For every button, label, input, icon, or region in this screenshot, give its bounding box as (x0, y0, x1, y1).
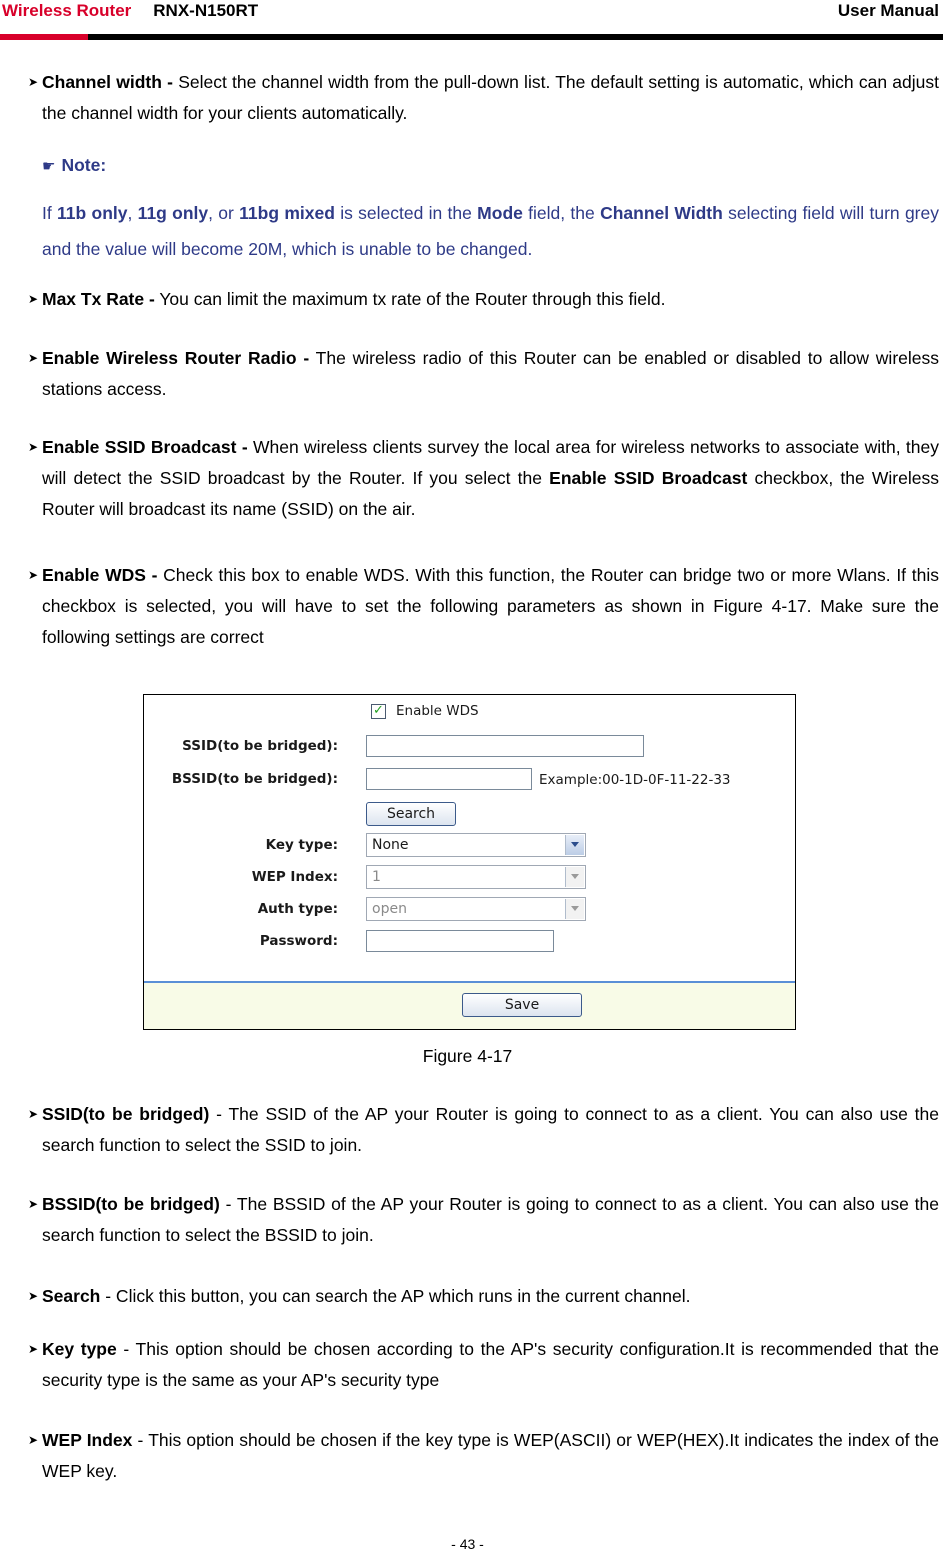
header-model: RNX-N150RT (153, 1, 259, 20)
wep-index-select[interactable] (366, 865, 586, 889)
wep-index-value: 1 (372, 869, 381, 885)
header-doc-type: User Manual (837, 1, 939, 20)
item-key-type (28, 1334, 939, 1396)
check-icon: ✓ (373, 702, 384, 717)
item-text: The wireless radio of this Router can be enabled or disabled to allow wireless stations access. (42, 348, 939, 399)
item-text: Select the channel width from the pull-down list. The default setting is automatic, which can adjust the channel width for your clients automatically. (42, 72, 939, 123)
item-enable-radio (28, 343, 939, 405)
figure-caption: Figure 4-17 (422, 1046, 513, 1066)
key-type-value: None (372, 837, 409, 853)
bssid-input[interactable] (366, 768, 532, 790)
save-button[interactable]: Save (462, 993, 582, 1017)
note-text: , (127, 203, 138, 223)
note-text: If (42, 203, 58, 223)
ssid-input[interactable] (366, 735, 644, 757)
ssid-label: SSID(to be bridged): (182, 738, 338, 754)
item-term: Enable WDS - (42, 565, 158, 585)
chevron-down-icon[interactable] (565, 867, 584, 887)
note-bold: 11b only (57, 203, 128, 223)
item-term: Key type (42, 1339, 117, 1359)
note-text: is selected in the (334, 203, 478, 223)
page-number: - 43 - (451, 1536, 484, 1552)
password-input[interactable] (366, 930, 554, 952)
chevron-down-icon[interactable] (565, 899, 584, 919)
bullet-arrow-icon: ➤ (28, 1433, 39, 1447)
figure-wds-settings (143, 694, 796, 1030)
note-bold: Channel Width (600, 203, 723, 223)
item-term: Enable Wireless Router Radio - (42, 348, 310, 368)
item-wep-index (28, 1425, 939, 1487)
header-left (2, 1, 258, 21)
item-channel-width (28, 67, 939, 129)
item-text: You can limit the maximum tx rate of the Router through this field. (154, 289, 666, 309)
wep-index-label: WEP Index: (251, 869, 338, 885)
item-term: Enable SSID Broadcast - (42, 437, 248, 457)
note-title (42, 155, 106, 176)
item-ssid-bridged (28, 1099, 939, 1161)
item-text: When wireless clients survey the local area for wireless networks to associate with, they will detect the SSID broadcast by the Router. If you select the (42, 437, 939, 488)
page-header (0, 0, 943, 42)
auth-type-select[interactable] (366, 897, 586, 921)
bullet-arrow-icon: ➤ (28, 292, 39, 306)
header-rule-red (0, 34, 88, 40)
note-text: , or (208, 203, 240, 223)
auth-type-value: open (372, 901, 407, 917)
note-body (42, 195, 939, 267)
note-text: field, the (522, 203, 601, 223)
note-title-text: Note: (61, 155, 107, 175)
item-term: Search (42, 1286, 101, 1306)
auth-type-label: Auth type: (257, 901, 338, 917)
enable-wds-checkbox[interactable] (371, 704, 386, 719)
note-bold: 11bg mixed (239, 203, 335, 223)
enable-wds-label: Enable WDS (396, 703, 479, 719)
figure-separator (144, 981, 795, 983)
item-text: Check this box to enable WDS. With this function, the Router can bridge two or more Wlans. If this checkbox is selected, you will have to set the following parameters as shown in Figure 4-17. Make sure the following settings are correct (42, 565, 939, 647)
pointing-hand-icon: ☛ (42, 158, 56, 175)
item-text: - The BSSID of the AP your Router is going to connect to as a client. You can also use the search function to select the BSSID to join. (42, 1194, 939, 1245)
item-enable-wds (28, 560, 939, 653)
bssid-label: BSSID(to be bridged): (171, 771, 338, 787)
item-term: Channel width - (42, 72, 173, 92)
item-bssid-bridged (28, 1189, 939, 1251)
note-text: selecting field will turn grey and the value will become 20M, which is unable to be changed. (42, 203, 939, 259)
item-term: Max Tx Rate - (42, 289, 155, 309)
bullet-arrow-icon: ➤ (28, 1197, 39, 1211)
item-max-tx-rate (28, 284, 939, 315)
bullet-arrow-icon: ➤ (28, 75, 39, 89)
password-label: Password: (259, 933, 338, 949)
bullet-arrow-icon: ➤ (28, 1289, 39, 1303)
item-text: checkbox, the Wireless Router will broadcast its name (SSID) on the air. (42, 468, 939, 519)
bullet-arrow-icon: ➤ (28, 1342, 39, 1356)
item-text: - This option should be chosen according to the AP's security configuration.It is recommended that the security type is the same as your AP's security type (42, 1339, 939, 1390)
item-text: - The SSID of the AP your Router is going to connect to as a client. You can also use the search function to select the SSID to join. (42, 1104, 939, 1155)
bssid-example: Example:00-1D-0F-11-22-33 (539, 772, 731, 788)
bullet-arrow-icon: ➤ (28, 568, 39, 582)
key-type-select[interactable] (366, 833, 586, 857)
search-button[interactable]: Search (366, 802, 456, 826)
item-term: SSID(to be bridged) (42, 1104, 210, 1124)
header-brand: Wireless Router (2, 1, 132, 20)
item-term: BSSID(to be bridged) (42, 1194, 220, 1214)
bullet-arrow-icon: ➤ (28, 1107, 39, 1121)
bullet-arrow-icon: ➤ (28, 351, 39, 365)
item-term-inline: Enable SSID Broadcast (549, 468, 748, 488)
header-rule-black (88, 34, 943, 40)
note-bold: Mode (477, 203, 523, 223)
item-search (28, 1281, 939, 1312)
item-text: - This option should be chosen if the key type is WEP(ASCII) or WEP(HEX).It indicates the index of the WEP key. (42, 1430, 939, 1481)
item-ssid-broadcast (28, 432, 939, 525)
key-type-label: Key type: (265, 837, 338, 853)
bullet-arrow-icon: ➤ (28, 440, 39, 454)
chevron-down-icon[interactable] (565, 835, 584, 855)
item-term: WEP Index (42, 1430, 133, 1450)
item-text: - Click this button, you can search the AP which runs in the current channel. (100, 1286, 691, 1306)
note-bold: 11g only (137, 203, 209, 223)
